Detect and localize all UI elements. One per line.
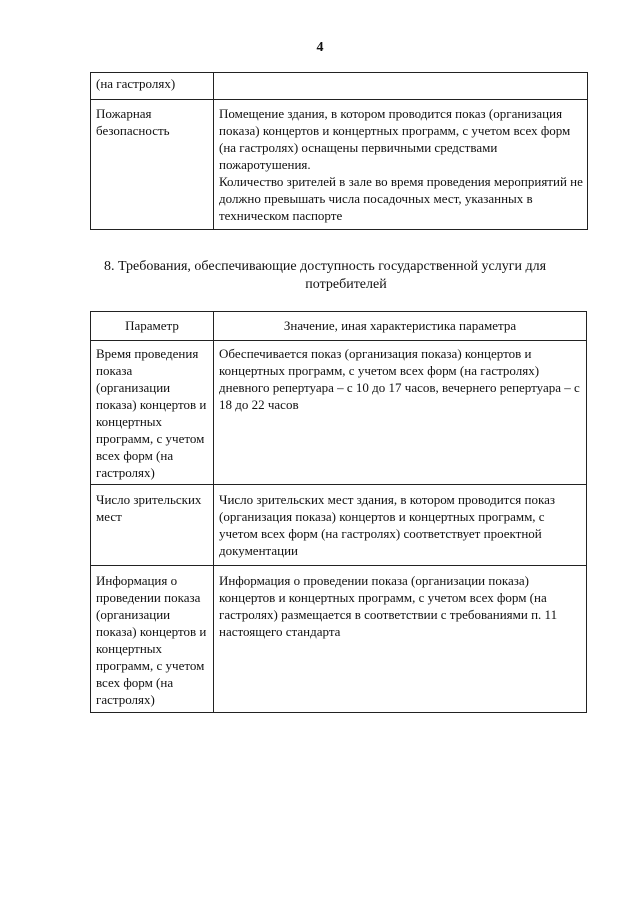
param-cell: Число зрительских мест xyxy=(91,485,214,566)
page-number: 4 xyxy=(316,40,324,55)
value-cell: Обеспечивается показ (организация показа) концертов и концертных программ, с учетом всех форм (на гастролях) дневного репертуара – с 10 до 17 часов, вечернего репертуара – с 18 до 22 часов xyxy=(214,341,587,485)
table-row xyxy=(91,566,587,713)
value-cell: Информация о проведении показа (организации показа) концертов и концертных программ, с учетом всех форм (на гастролях) размещается в соответствии с требованиями п. 11 настоящего стандарта xyxy=(214,566,587,713)
accessibility-table xyxy=(90,311,587,713)
table-header-row xyxy=(91,312,587,341)
param-cell: Информация о проведении показа (организации показа) концертов и концертных программ, с учетом всех форм (на гастролях) xyxy=(91,566,214,713)
value-cell: Число зрительских мест здания, в котором проводится показ (организация показа) концертов и концертных программ, с учетом всех форм (на гастролях) соответствует проектной документации xyxy=(214,485,587,566)
table-row xyxy=(91,73,588,100)
section-heading xyxy=(96,258,596,294)
table-row xyxy=(91,100,588,230)
param-cell: Пожарная безопасность xyxy=(91,100,214,230)
table-row xyxy=(91,341,587,485)
value-paragraph: Количество зрителей в зале во время проведения мероприятий не должно превышать числа посадочных мест, указанных в техническом паспорте xyxy=(219,174,583,223)
value-cell xyxy=(214,100,588,230)
value-cell xyxy=(214,73,588,100)
param-cell: (на гастролях) xyxy=(91,73,214,100)
param-cell: Время проведения показа (организации показа) концертов и концертных программ, с учетом всех форм (на гастролях) xyxy=(91,341,214,485)
section-heading-line: потребителей xyxy=(305,277,387,292)
fire-safety-table xyxy=(90,72,588,230)
value-paragraph: Помещение здания, в котором проводится показ (организация показа) концертов и концертных программ, с учетом всех форм (на гастролях) оснащены первичными средствами пожаротушения. xyxy=(219,106,571,172)
table-row xyxy=(91,485,587,566)
column-header: Значение, иная характеристика параметра xyxy=(214,312,587,341)
section-heading-line: 8. Требования, обеспечивающие доступность государственной услуги для xyxy=(104,259,547,274)
column-header: Параметр xyxy=(91,312,214,341)
